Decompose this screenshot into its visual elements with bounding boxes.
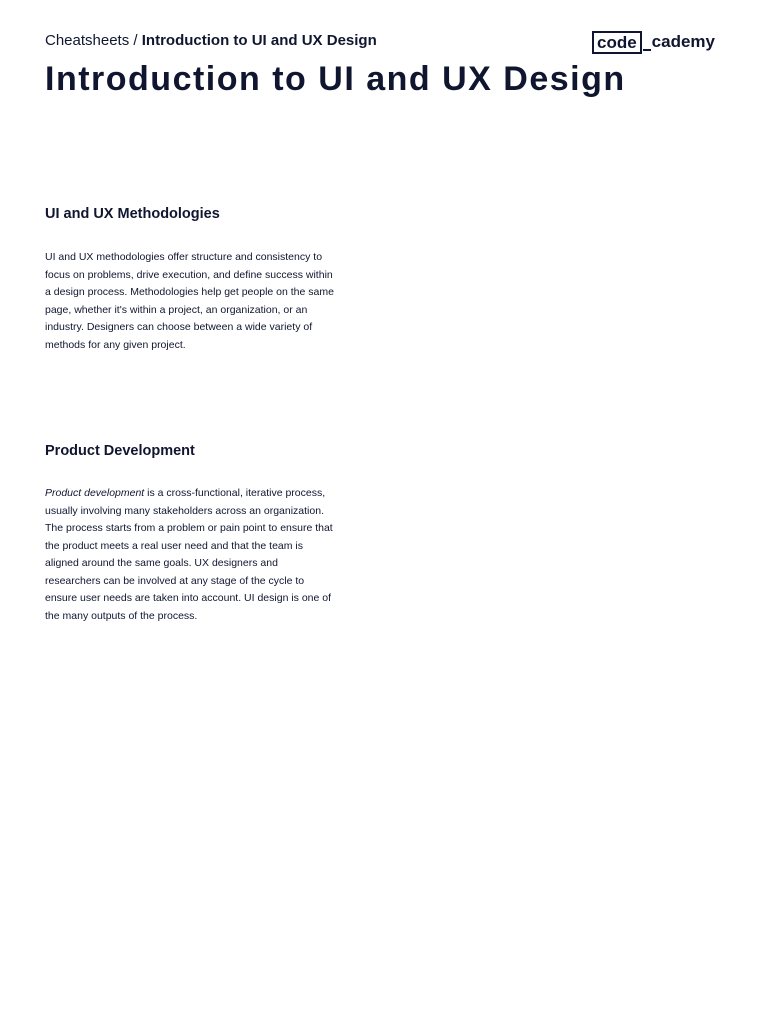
page-header	[45, 30, 725, 60]
logo-rest-text: cademy	[651, 32, 715, 51]
breadcrumb-current: Introduction to UI and UX Design	[141, 32, 377, 49]
section-heading: Product Development	[45, 443, 195, 459]
section-body-text: is a cross-functional, iterative process, usually involving many stakeholders across an organization. The process starts from a problem or pain point to ensure that the product meets a real user need and that the team is aligned around the same goals. UX designers and researchers can be involved at any stage of the cycle to ensure user needs are taken into account. UI design is one of the many outputs of the process.	[45, 487, 333, 622]
breadcrumb-root-link[interactable]: Cheatsheets	[45, 32, 130, 49]
section-heading: UI and UX Methodologies	[45, 206, 220, 222]
breadcrumb-separator: /	[129, 32, 142, 49]
logo-cursor-icon	[643, 49, 651, 51]
logo-boxed-text: code	[592, 31, 642, 54]
section-body-emphasis: Product development	[45, 487, 145, 499]
section-body	[45, 485, 333, 625]
breadcrumb	[45, 32, 377, 49]
page-title: Introduction to UI and UX Design	[45, 60, 626, 98]
section-body: UI and UX methodologies offer structure and consistency to focus on problems, drive execution, and define success within a design process. Methodologies help get people on the same page, whether it's within a project, an organization, or an industry. Designers can choose between a wide variety of methods for any given project.	[45, 251, 334, 351]
codecademy-logo[interactable]	[592, 30, 715, 54]
